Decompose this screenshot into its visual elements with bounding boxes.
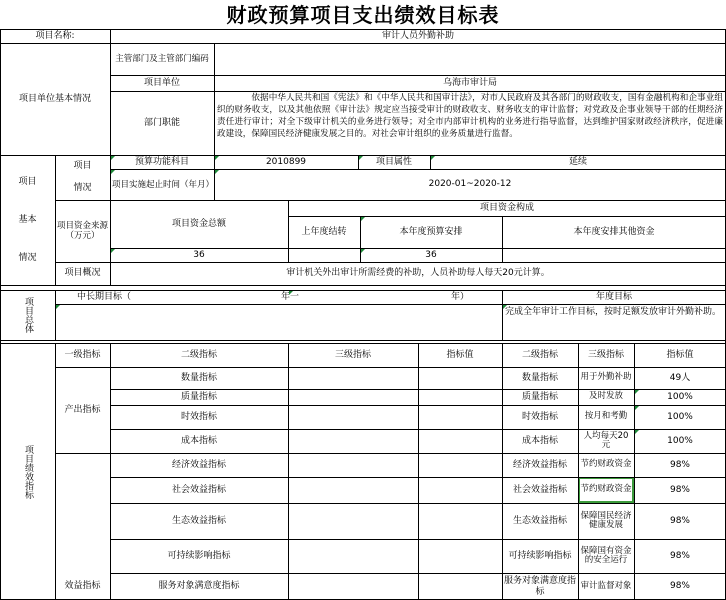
row-right-level3[interactable]: 保障国民经济健康发展	[580, 510, 632, 530]
row-left-level3[interactable]	[288, 503, 418, 539]
row-right-level3[interactable]: 审计监督对象	[580, 580, 632, 591]
grid-vline	[502, 343, 503, 600]
grid-vline	[214, 43, 215, 155]
cell-marker	[431, 156, 435, 160]
header-value-right: 指标值	[666, 349, 694, 360]
last-year-balance-label: 上年度结转	[301, 226, 347, 237]
cell-marker	[111, 156, 115, 160]
grid-vline	[55, 155, 56, 285]
project-name-label: 项目名称:	[35, 30, 75, 41]
year-mid-label: 年一	[280, 291, 299, 302]
header-level3-right: 三级指标	[587, 349, 624, 360]
row-right-level2: 成本指标	[521, 435, 558, 446]
overview-text: 审计机关外出审计所需经费的补助，人员补助每人每天20元计算。	[286, 268, 550, 278]
perf-section-label: 项目绩效指标	[23, 444, 33, 499]
row-left-level3[interactable]	[288, 453, 418, 477]
budget-subject-value[interactable]: 2010899	[265, 156, 307, 167]
grid-vline	[288, 343, 289, 600]
situation-label-b: 情况	[73, 183, 92, 194]
budget-subject-label: 预算功能科目	[134, 156, 189, 167]
annual-goal-text: 完成全年审计工作目标，按时足额发放审计外勤补助。	[505, 307, 722, 317]
grid-vline	[360, 216, 361, 262]
other-funds-label: 本年度安排其他资金	[573, 226, 655, 237]
cell-marker	[359, 156, 363, 160]
project-unit-label: 项目单位	[143, 77, 180, 88]
fund-total-value[interactable]: 36	[193, 249, 205, 260]
unit-section-label: 项目单位基本情况	[18, 93, 91, 104]
grid-vline	[214, 155, 215, 200]
cell-marker	[361, 249, 365, 253]
grid-hline	[110, 169, 726, 170]
grid-hline	[55, 367, 726, 368]
row-right-level2: 服务对象满意度指标	[504, 575, 577, 597]
header-level2-right: 二级指标	[521, 349, 558, 360]
fund-total-label: 项目资金总额	[171, 218, 226, 229]
this-year-budget-value[interactable]: 36	[425, 249, 437, 260]
project-attr-value[interactable]: 延续	[568, 156, 587, 167]
row-left-value[interactable]	[418, 389, 502, 405]
row-right-level3[interactable]: 用于外勤补助	[580, 372, 632, 383]
row-right-level2: 数量指标	[521, 372, 558, 383]
row-right-level2: 可持续影响指标	[508, 550, 572, 561]
row-left-level2: 经济效益指标	[171, 459, 226, 470]
row-left-level2: 数量指标	[180, 372, 217, 383]
row-left-level3[interactable]	[288, 573, 418, 600]
row-right-value[interactable]: 100%	[667, 411, 693, 422]
sheet-title: 财政预算项目支出绩效目标表	[226, 3, 500, 27]
cell-marker	[635, 406, 639, 410]
row-right-level3[interactable]: 按月和考勤	[584, 411, 628, 422]
grid-vline	[634, 343, 635, 600]
grid-vline	[0, 29, 1, 600]
row-left-level2: 成本指标	[180, 435, 217, 446]
last-year-balance-value[interactable]	[288, 248, 360, 262]
grid-vline	[110, 155, 111, 285]
grid-vline	[55, 343, 56, 600]
group-benefit: 效益指标	[64, 581, 101, 591]
grid-vline	[418, 343, 419, 600]
row-left-level3[interactable]	[288, 477, 418, 503]
row-right-value[interactable]: 98%	[669, 550, 690, 561]
row-left-level2: 生态效益指标	[171, 515, 226, 526]
row-left-level2: 时效指标	[180, 411, 217, 422]
grid-vline	[110, 29, 111, 155]
grid-vline	[55, 290, 56, 340]
header-level3: 三级指标	[334, 349, 371, 360]
grid-hline	[0, 290, 726, 291]
row-right-value[interactable]: 98%	[669, 484, 690, 495]
dept-code-label: 主管部门及主管部门编码	[115, 54, 209, 64]
header-level2: 二级指标	[180, 349, 217, 360]
cell-marker	[503, 305, 507, 309]
grid-vline	[502, 216, 503, 262]
row-right-level3[interactable]: 人均每天20元	[583, 430, 629, 450]
row-right-level3[interactable]: 节约财政资金	[578, 477, 634, 503]
row-left-value[interactable]	[418, 477, 502, 503]
period-label: 项目实施起止时间（年月）	[112, 179, 214, 190]
row-right-value[interactable]: 100%	[667, 435, 693, 446]
grid-hline	[55, 453, 726, 454]
basic-section-label-c: 情况	[18, 252, 37, 263]
grid-hline	[55, 304, 726, 305]
grid-hline	[55, 262, 726, 263]
grid-hline	[0, 340, 726, 341]
row-left-value[interactable]	[418, 573, 502, 600]
grid-vline	[502, 290, 503, 340]
grid-vline	[578, 343, 579, 600]
row-left-value[interactable]	[418, 539, 502, 573]
dept-duty-text: 依据中华人民共和国《宪法》和《中华人民共和国审计法》，对市人民政府及其各部门的财政收支，国有金融机构和企事业组织的财务收支，以及其他依照《审计法》规定应当接受审计的财政收支、财务收支的审计监督；对党政及企事业领导干部的任期经济责任进行审计；对全下级审计机关的业务进行领导；对全市内部审计机构的业务进行指导监督，达到维护国家财政经济秩序，促进廉政建设，保障国民经济健康发展之目的。对社会审计组织的业务质量进行监督。	[217, 93, 723, 139]
grid-hline	[110, 75, 726, 76]
grid-hline	[288, 216, 726, 217]
row-right-value[interactable]: 49人	[669, 372, 691, 383]
cell-marker	[361, 217, 365, 221]
row-left-value[interactable]	[418, 367, 502, 389]
basic-section-label-a: 项目	[18, 176, 37, 187]
row-right-level2: 时效指标	[521, 411, 558, 422]
row-right-level3[interactable]: 保障国有资金的安全运行	[580, 545, 632, 565]
this-year-budget-label: 本年度预算安排	[399, 226, 463, 237]
overview-label: 项目概况	[64, 268, 101, 278]
basic-section-label-b: 基本	[18, 214, 37, 225]
row-left-level2: 社会效益指标	[171, 484, 226, 495]
situation-label-a: 项目	[73, 160, 92, 171]
cell-marker	[56, 305, 60, 309]
grid-hline	[0, 29, 726, 30]
grid-hline	[110, 248, 726, 249]
overall-section-label: 项目总体	[23, 297, 33, 333]
row-right-value[interactable]: 98%	[669, 515, 690, 526]
row-right-level3[interactable]: 及时发放	[588, 391, 623, 402]
grid-hline	[0, 343, 726, 344]
basic-section-label	[0, 155, 55, 285]
row-left-value[interactable]	[418, 503, 502, 539]
row-right-level2: 经济效益指标	[512, 459, 567, 470]
row-right-value[interactable]: 100%	[667, 391, 693, 402]
row-right-level2: 生态效益指标	[512, 515, 567, 526]
row-left-level2: 服务对象满意度指标	[158, 581, 240, 591]
other-funds-value[interactable]	[502, 248, 726, 262]
row-left-level2: 质量指标	[180, 391, 217, 402]
mid-long-term-goal[interactable]	[55, 304, 502, 340]
row-left-level3[interactable]	[288, 539, 418, 573]
dept-duty-label: 部门职能	[143, 117, 180, 128]
mid-long-term-label: 中长期目标（	[77, 291, 132, 302]
row-right-value[interactable]: 98%	[669, 581, 690, 591]
cell-marker	[635, 430, 639, 434]
group-output: 产出指标	[64, 404, 101, 415]
year-end-label: 年）	[450, 291, 469, 302]
grid-hline	[0, 43, 726, 44]
grid-hline	[110, 91, 726, 92]
row-left-value[interactable]	[418, 429, 502, 453]
project-attr-label: 项目属性	[375, 156, 412, 167]
row-left-level3[interactable]	[288, 405, 418, 429]
grid-hline	[55, 200, 726, 201]
row-left-value[interactable]	[418, 405, 502, 429]
row-left-level3[interactable]	[288, 389, 418, 405]
cell-marker	[215, 156, 219, 160]
grid-hline	[0, 155, 726, 156]
cell-marker	[215, 170, 219, 174]
annual-goal-label: 年度目标	[595, 291, 632, 302]
row-right-level3[interactable]: 节约财政资金	[580, 459, 632, 470]
row-left-level3[interactable]	[288, 367, 418, 389]
period-value[interactable]: 2020-01~2020-12	[428, 179, 512, 189]
row-right-level2: 质量指标	[521, 391, 558, 402]
row-left-value[interactable]	[418, 453, 502, 477]
cell-marker	[111, 249, 115, 253]
row-left-level2: 可持续影响指标	[167, 550, 231, 561]
project-name-value[interactable]: 审计人员外勤补助	[381, 30, 454, 41]
grid-hline	[0, 285, 726, 286]
row-right-level2: 社会效益指标	[512, 484, 567, 495]
dept-code-value[interactable]	[214, 43, 726, 75]
grid-vline	[110, 343, 111, 600]
cell-marker	[635, 390, 639, 394]
header-value: 指标值	[446, 349, 474, 360]
project-unit-value[interactable]: 乌海市审计局	[442, 77, 497, 88]
situation-label	[55, 155, 110, 200]
row-right-value[interactable]: 98%	[669, 459, 690, 470]
fund-composition-label: 项目资金构成	[479, 202, 534, 213]
header-level1: 一级指标	[64, 349, 101, 360]
fund-source-label: 项目资金来源（万元）	[57, 221, 109, 241]
row-left-level3[interactable]	[288, 429, 418, 453]
cell-marker	[289, 291, 293, 295]
grid-vline	[288, 200, 289, 262]
cell-marker	[111, 170, 115, 174]
